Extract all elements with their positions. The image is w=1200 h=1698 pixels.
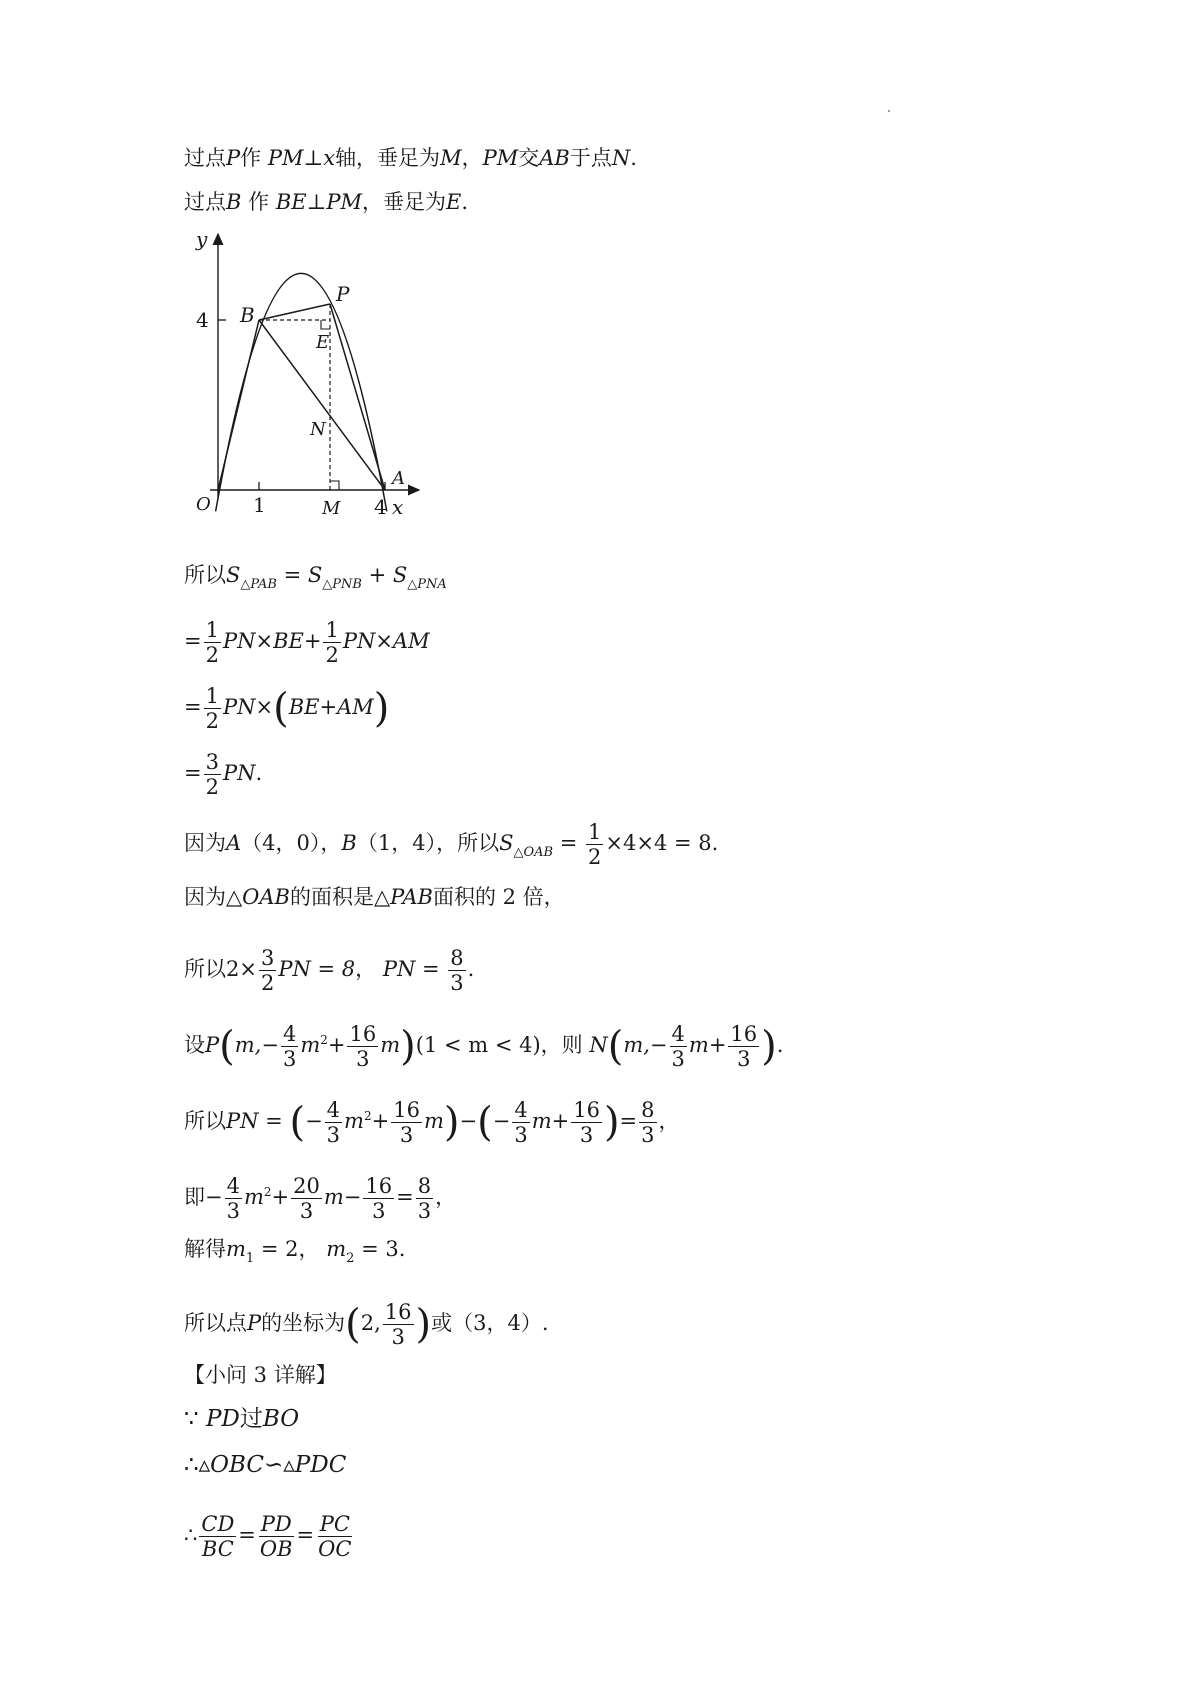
parabola-figure [184, 228, 424, 528]
text-line-1: 过点P作 PM⊥x轴，垂足为M，PM交AB于点N. [184, 146, 637, 170]
text-line-18: ∴ $\frac{CD}{BC}$ = $\frac{PD}{OB}$ = $\frac{PC}{OC}$ [184, 1512, 352, 1561]
text-line-2: 过点B 作 BE⊥PM，垂足为E. [184, 190, 468, 214]
text-line-7: 因为A（4，0），B（1，4），所以$S_{\triangle OAB}$ = $\frac{1}{2}$ ×4×4 = 8. [184, 820, 719, 869]
text-line-9: 所以2× $\frac{3}{2}$ PN = 8， PN = $\frac{8}{3}$ . [184, 946, 475, 995]
text-line-6: = $\frac{3}{2}$ PN. [184, 750, 263, 799]
label-M: M [322, 498, 341, 519]
text-line-4: = $\frac{1}{2}$ PN×BE+ $\frac{1}{2}$ PN×AM [184, 618, 430, 667]
text-line-5: = $\frac{1}{2}$ PN×(BE+AM) [184, 684, 390, 733]
label-4x: 4 [374, 495, 387, 519]
label-N: N [310, 419, 326, 440]
label-4y: 4 [196, 308, 209, 332]
label-E: E [316, 332, 330, 353]
speck [888, 110, 890, 112]
label-y: y [196, 228, 208, 251]
section-heading: 【小问 3 详解】 [184, 1363, 337, 1387]
text-line-8: 因为△OAB的面积是△PAB面积的 2 倍， [184, 885, 565, 909]
label-x: x [392, 495, 404, 519]
label-A: A [392, 468, 405, 489]
text-line-11: 所以PN = (− $\frac{4}{3}$ $m^2+$ $\frac{16}{3}$ m)−(− $\frac{4}{3}$ m+ $\frac{16}{3}$ )= $\frac{8}{3}$ ， [184, 1098, 680, 1147]
text-line-12: 即− $\frac{4}{3}$ $m^2+$ $\frac{20}{3}$ m− $\frac{16}{3}$ = $\frac{8}{3}$ ， [184, 1174, 457, 1223]
text-line-10: 设P(m,− $\frac{4}{3}$ $m^2+$ $\frac{16}{3}$ m)(1 < m < 4)，则 N(m,− $\frac{4}{3}$ m+ $\frac{16}{3}$ ). [184, 1022, 784, 1071]
text-line-17: ∴▵OBC∽▵PDC [184, 1452, 347, 1478]
right-angle-M [330, 481, 339, 490]
text-line-3: 所以$S_{\triangle PAB} = S_{\triangle PNB} + S_{\triangle PNA}$ [184, 563, 447, 592]
label-B: B [240, 303, 255, 327]
segment-PA [330, 304, 385, 490]
label-P: P [336, 282, 350, 306]
text-line-16: ∵ PD过BO [184, 1406, 300, 1432]
label-1x: 1 [253, 493, 266, 517]
text-line-13: 解得$m_1 = 2$， $m_2 = 3$. [184, 1237, 406, 1266]
label-O: O [196, 494, 211, 515]
text-line-14: 所以点P的坐标为(2, $\frac{16}{3}$ )或（3，4）. [184, 1300, 549, 1349]
right-angle-E [321, 320, 330, 329]
segment-OB [218, 320, 259, 490]
